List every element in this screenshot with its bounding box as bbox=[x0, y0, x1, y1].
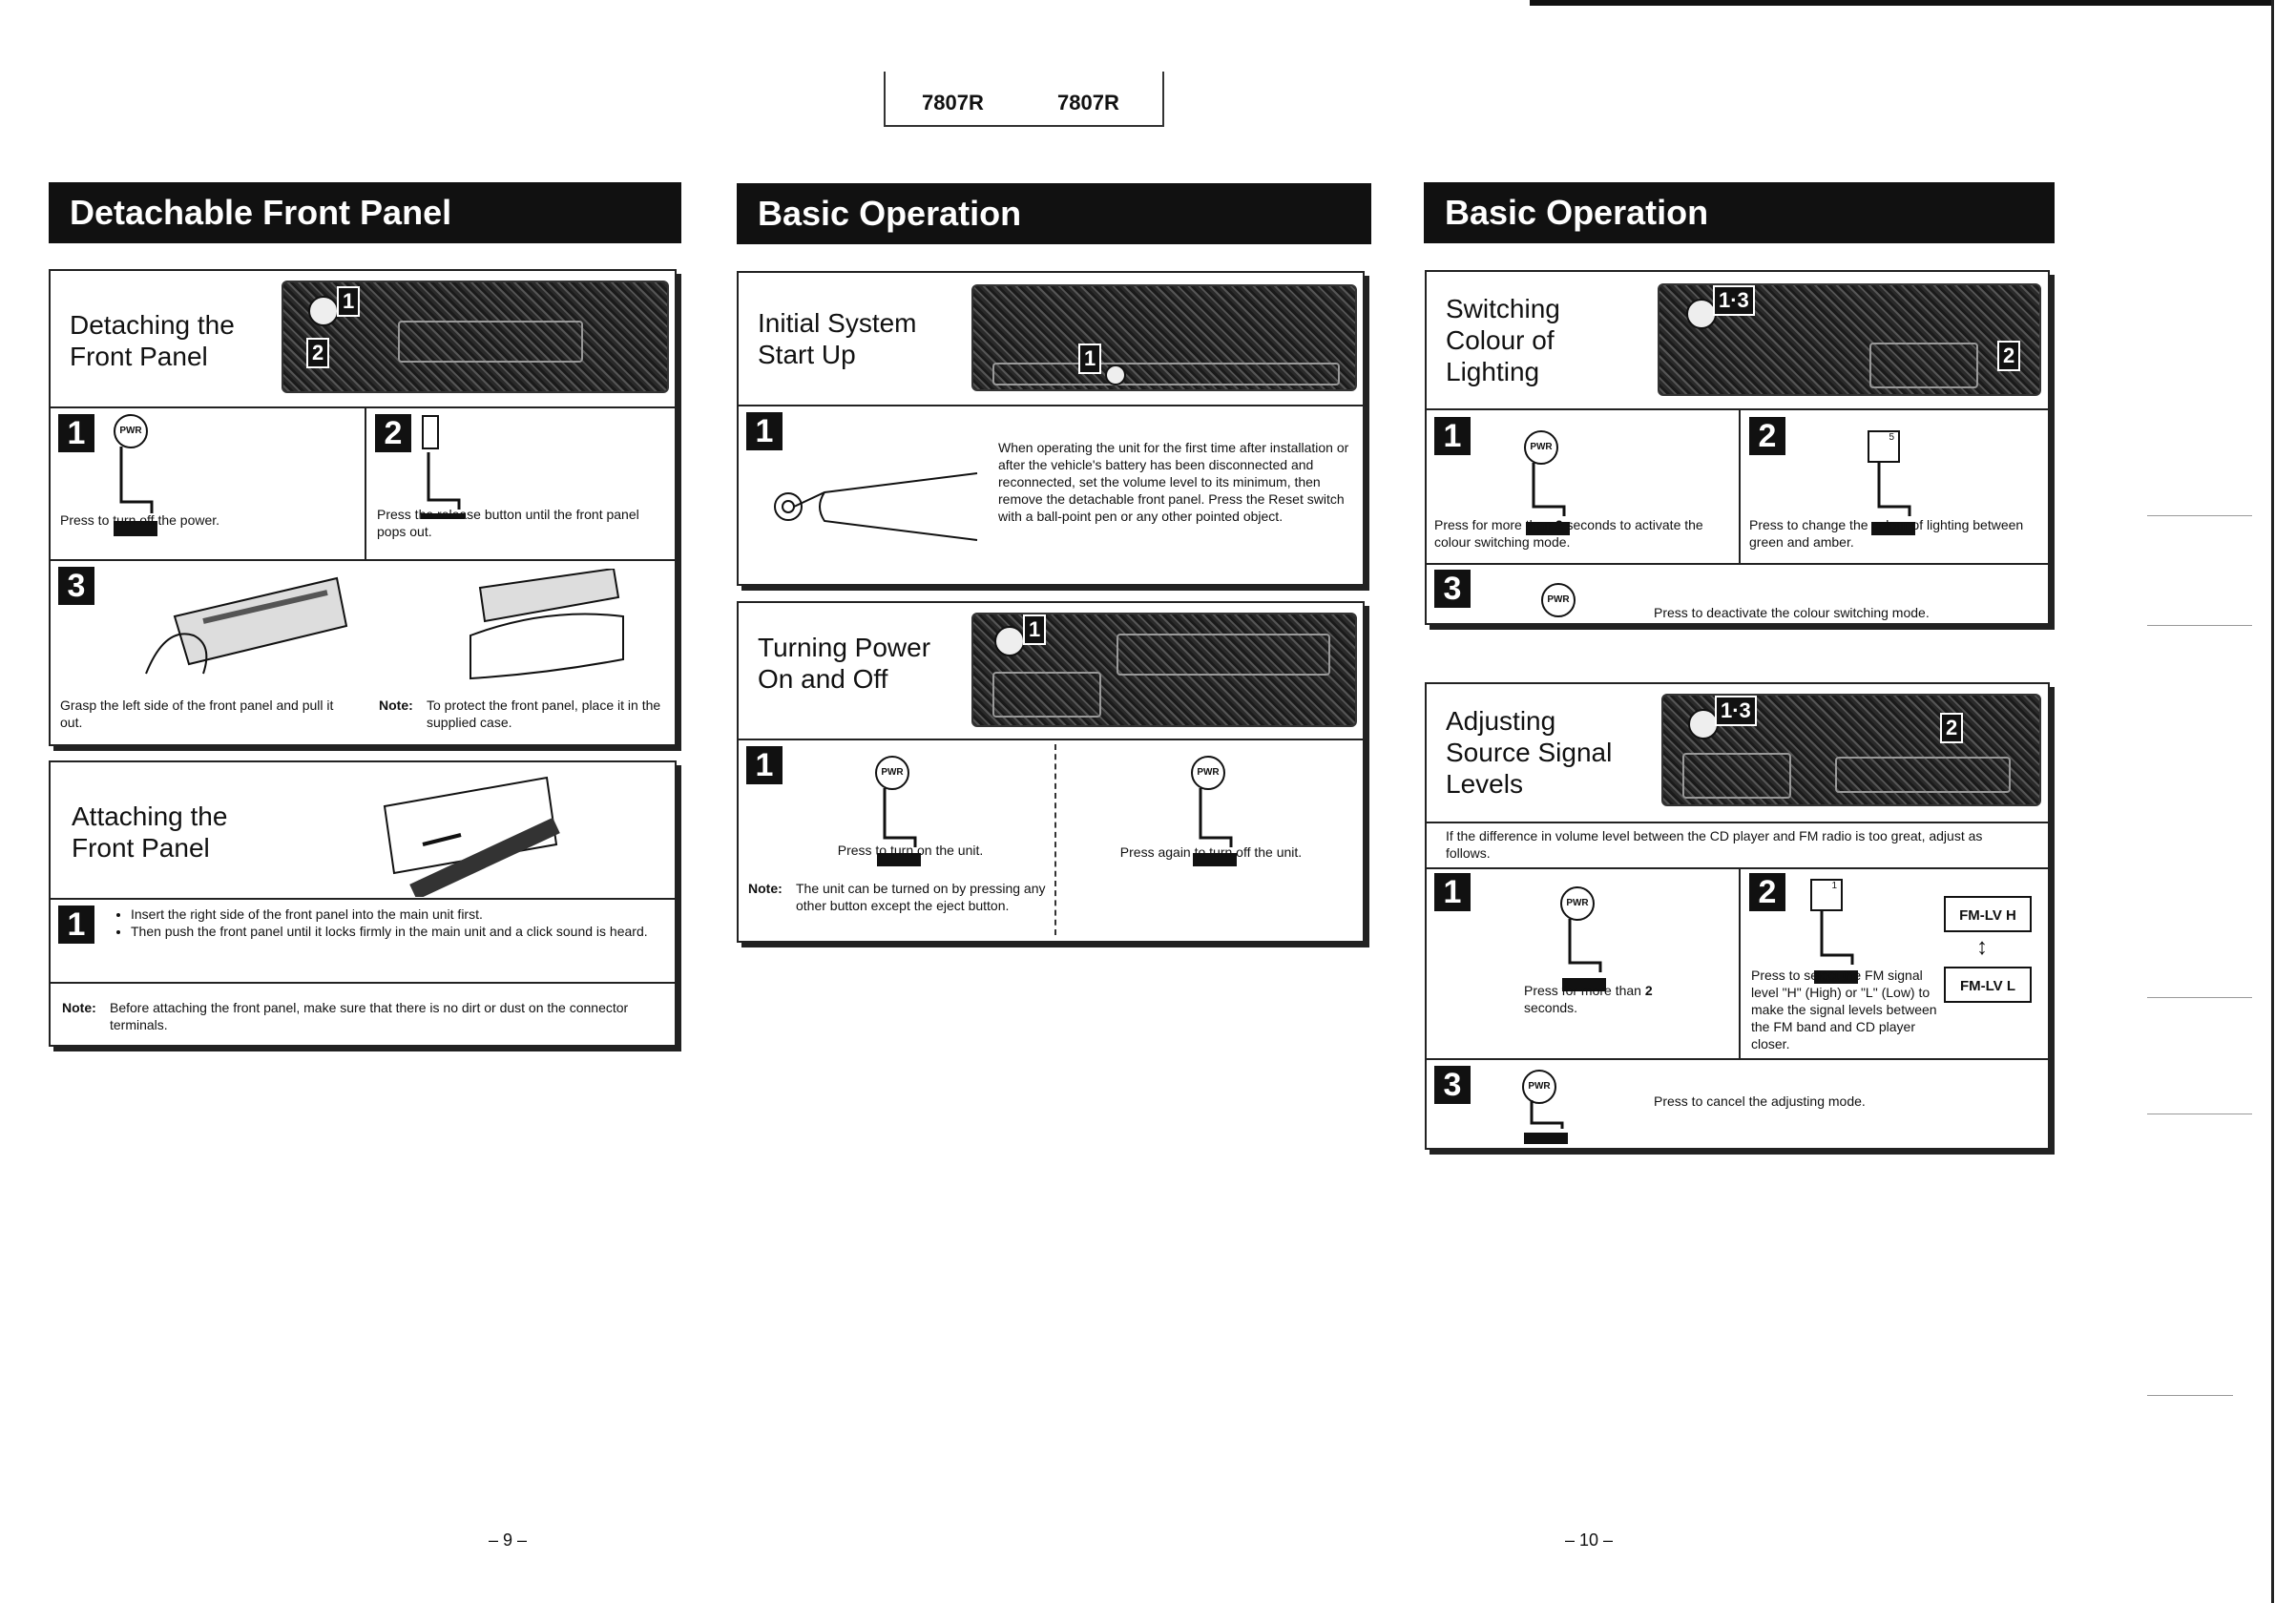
divider bbox=[739, 739, 1363, 740]
adjust-step-1-number: 1 bbox=[1434, 873, 1471, 911]
pwr-knob-icon bbox=[994, 626, 1025, 656]
up-down-arrow-icon: ↕ bbox=[1976, 934, 1988, 960]
callout-1-3: 1·3 bbox=[1715, 696, 1757, 726]
colour-step-1-text bbox=[1434, 516, 1721, 551]
power-title-line2: On and Off bbox=[758, 664, 888, 694]
header-basic-operation-2: Basic Operation bbox=[1424, 182, 2055, 243]
finger-press-icon bbox=[1193, 788, 1250, 893]
model-right: 7807R bbox=[1057, 91, 1119, 114]
header-basic-operation-1: Basic Operation bbox=[737, 183, 1371, 244]
divider bbox=[365, 406, 366, 559]
callout-2: 2 bbox=[1940, 713, 1963, 743]
colour-step-3-text: Press to deactivate the colour switching mode. bbox=[1654, 605, 1930, 620]
radio-illustration bbox=[971, 284, 1357, 391]
divider bbox=[1427, 563, 2048, 565]
callout-1: 1 bbox=[1078, 344, 1101, 374]
pwr-button-icon: PWR bbox=[1541, 583, 1576, 617]
colour-title-line2: Colour of bbox=[1446, 325, 1555, 355]
pwr-button-icon: PWR bbox=[875, 756, 909, 790]
margin-mark bbox=[2147, 997, 2252, 998]
step-3-number: 3 bbox=[58, 567, 94, 605]
text-part: seconds. bbox=[1524, 1000, 1578, 1015]
divider bbox=[51, 406, 675, 408]
display-slot bbox=[1835, 757, 2011, 793]
initial-title bbox=[758, 307, 917, 370]
note-label: Note: bbox=[379, 697, 413, 713]
colour-title bbox=[1446, 293, 1560, 387]
text-part: seconds to activate the colour switching mode. bbox=[1434, 517, 1703, 550]
adjust-step-3-number: 3 bbox=[1434, 1066, 1471, 1104]
attach-panel-illustration bbox=[365, 768, 595, 897]
release-button-press-icon bbox=[421, 414, 478, 519]
power-on-text: Press to turn on the unit. bbox=[837, 843, 984, 858]
panel-turning-power bbox=[737, 601, 1365, 943]
text-bold: 2 bbox=[1555, 517, 1563, 532]
panel-case-illustration bbox=[451, 569, 642, 683]
step-3-text: Grasp the left side of the front panel and pull it out. bbox=[60, 697, 334, 730]
colour-step-2-text: Press to change the colour of lighting between green and amber. bbox=[1749, 517, 2024, 550]
finger-press-icon bbox=[877, 788, 934, 893]
text-part: Press for more than bbox=[1524, 983, 1645, 998]
divider bbox=[1739, 867, 1741, 1058]
power-note bbox=[748, 880, 1054, 914]
colour-step-3-number: 3 bbox=[1434, 570, 1471, 608]
step-2-text: Press the release button until the front panel pops out. bbox=[377, 507, 639, 539]
attaching-title bbox=[72, 801, 227, 864]
adjust-title-line1: Adjusting bbox=[1446, 706, 1556, 736]
page-number-right: – 10 – bbox=[1565, 1530, 1614, 1550]
display-slot bbox=[1117, 634, 1330, 676]
model-number-box bbox=[884, 72, 1164, 127]
preset-1-key-icon: 1 bbox=[1810, 879, 1843, 911]
adjust-step-2-number: 2 bbox=[1749, 873, 1785, 911]
initial-title-line2: Start Up bbox=[758, 340, 856, 369]
note-text: Before attaching the front panel, make sure that there is no dirt or dust on the connector terminals. bbox=[110, 1000, 629, 1032]
finger-press-icon bbox=[1871, 463, 1929, 568]
preset-5-key-icon: 5 bbox=[1868, 430, 1900, 463]
detaching-title-line2: Front Panel bbox=[70, 342, 208, 371]
step-1-number: 1 bbox=[58, 414, 94, 452]
ballpoint-pen-icon bbox=[767, 464, 987, 550]
step-2-number: 2 bbox=[375, 414, 411, 452]
colour-title-line3: Lighting bbox=[1446, 357, 1540, 386]
finger-press-icon bbox=[1526, 463, 1583, 568]
callout-2: 2 bbox=[1997, 341, 2020, 371]
margin-mark bbox=[2147, 515, 2252, 516]
divider bbox=[51, 982, 675, 984]
button-cluster bbox=[1869, 343, 1978, 388]
fm-lv-l-display: FM-LV L bbox=[1944, 967, 2032, 1003]
right-border-bar bbox=[2271, 0, 2274, 1603]
margin-mark bbox=[2147, 625, 2252, 626]
colour-title-line1: Switching bbox=[1446, 294, 1560, 323]
display-slot bbox=[398, 321, 583, 363]
power-step-1-number: 1 bbox=[746, 746, 783, 784]
colour-step-1-number: 1 bbox=[1434, 417, 1471, 455]
adjust-step-2-text: Press to select the FM signal level "H" (High) or "L" (Low) to make the signal levels between the FM band and CD player closer. bbox=[1751, 968, 1937, 1051]
detaching-title bbox=[70, 309, 235, 372]
attach-bullet-2: • Then push the front panel until it locks firmly in the main unit and a click sound is heard. bbox=[131, 923, 694, 940]
dashed-divider bbox=[1054, 744, 1056, 935]
button-cluster bbox=[992, 672, 1101, 718]
callout-2: 2 bbox=[306, 338, 329, 368]
panel-initial-system bbox=[737, 271, 1365, 586]
detaching-note bbox=[379, 697, 665, 731]
colour-step-2-number: 2 bbox=[1749, 417, 1785, 455]
margin-mark bbox=[2147, 1395, 2233, 1396]
adjust-title-line2: Source Signal bbox=[1446, 738, 1613, 767]
reset-switch-icon bbox=[1105, 364, 1126, 385]
attach-step-1-number: 1 bbox=[58, 906, 94, 944]
panel-adjusting-levels bbox=[1425, 682, 2050, 1150]
panel-detaching bbox=[49, 269, 677, 746]
adjust-title-line3: Levels bbox=[1446, 769, 1523, 799]
text-part: Press for more than bbox=[1434, 517, 1555, 532]
divider bbox=[51, 559, 675, 561]
detaching-title-line1: Detaching the bbox=[70, 310, 235, 340]
divider bbox=[1427, 408, 2048, 410]
callout-1-3: 1·3 bbox=[1713, 285, 1755, 316]
text-bold: 2 bbox=[1644, 983, 1653, 998]
fm-lv-h-display: FM-LV H bbox=[1944, 896, 2032, 932]
finger-press-icon bbox=[1524, 1100, 1581, 1148]
finger-press-icon bbox=[114, 447, 171, 552]
adjust-step-1-text bbox=[1524, 982, 1696, 1016]
panel-attaching bbox=[49, 760, 677, 1047]
initial-title-line1: Initial System bbox=[758, 308, 917, 338]
pwr-button-icon: PWR bbox=[1522, 1070, 1556, 1104]
header-detachable-front-panel: Detachable Front Panel bbox=[49, 182, 681, 243]
initial-step-1-number: 1 bbox=[746, 412, 783, 450]
pwr-button-icon: PWR bbox=[114, 414, 148, 448]
power-off-text: Press again to turn off the unit. bbox=[1119, 844, 1303, 860]
panel-switching-colour bbox=[1425, 270, 2050, 625]
note-text: To protect the front panel, place it in the supplied case. bbox=[427, 697, 661, 730]
callout-1: 1 bbox=[1023, 614, 1046, 645]
attaching-title-line1: Attaching the bbox=[72, 802, 228, 831]
note-label: Note: bbox=[748, 881, 783, 896]
pwr-button-icon: PWR bbox=[1524, 430, 1558, 465]
attaching-title-line2: Front Panel bbox=[72, 833, 210, 863]
attach-bullets bbox=[110, 906, 694, 940]
model-left: 7807R bbox=[922, 91, 984, 114]
adjust-intro: If the difference in volume level between the CD player and FM radio is too great, adjust as follows. bbox=[1446, 828, 1983, 861]
divider bbox=[1739, 408, 1741, 565]
page-number-left: – 9 – bbox=[489, 1530, 528, 1550]
initial-text: When operating the unit for the first time after installation or after the vehicle's battery has been disconnected and reconnected, set the volume level to its minimum, then remove the detachable front panel. Press the Reset switch with a ball-point pen or any other pointed object. bbox=[998, 440, 1349, 524]
note-label: Note: bbox=[62, 1000, 96, 1015]
attach-bullet-1: • Insert the right side of the front panel into the main unit first. bbox=[131, 906, 694, 923]
note-text: The unit can be turned on by pressing any other button except the eject button. bbox=[796, 881, 1046, 913]
divider bbox=[1427, 822, 2048, 823]
adjust-title bbox=[1446, 705, 1612, 800]
adjust-step-3-text: Press to cancel the adjusting mode. bbox=[1654, 1093, 1866, 1109]
attaching-note bbox=[62, 999, 654, 1033]
display-slot bbox=[992, 363, 1340, 385]
power-title-line1: Turning Power bbox=[758, 633, 931, 662]
step-1-text: Press to turn off the power. bbox=[60, 512, 220, 528]
top-border-bar bbox=[1530, 0, 2271, 6]
divider bbox=[739, 405, 1363, 406]
pwr-button-icon: PWR bbox=[1191, 756, 1225, 790]
divider bbox=[51, 898, 675, 900]
divider bbox=[1427, 867, 2048, 869]
button-cluster bbox=[1682, 753, 1791, 799]
pull-out-panel-illustration bbox=[136, 569, 385, 683]
divider bbox=[1427, 1058, 2048, 1060]
pwr-knob-icon bbox=[308, 296, 339, 326]
pwr-button-icon: PWR bbox=[1560, 886, 1595, 921]
power-title bbox=[758, 632, 930, 695]
callout-1: 1 bbox=[337, 286, 360, 317]
